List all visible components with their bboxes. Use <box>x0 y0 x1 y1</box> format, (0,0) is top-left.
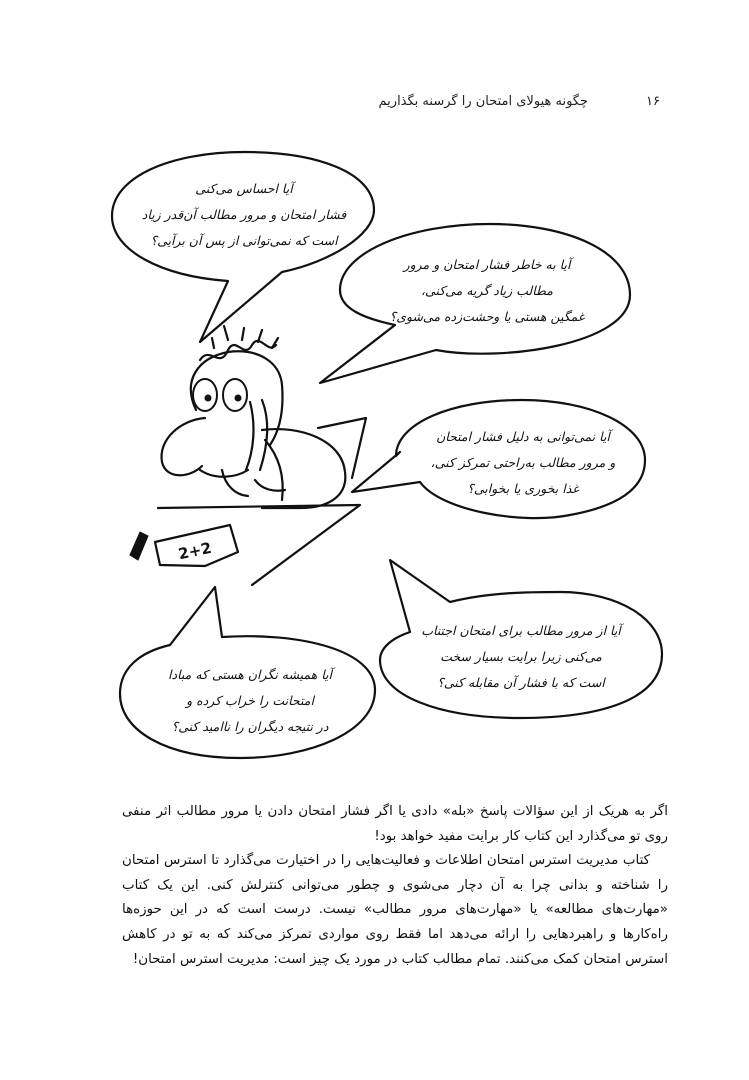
bubble-4-line-2: می‌کنی زیرا برایت بسیار سخت <box>440 649 602 664</box>
bubble-2-line-3: غمگین هستی یا وحشت‌زده می‌شوی؟ <box>389 309 585 324</box>
bubble-text-5 <box>136 662 364 740</box>
bubble-5-line-1: آیا همیشه نگران هستی که مبادا <box>168 667 332 682</box>
paragraph-2: کتاب مدیریت استرس امتحان اطلاعات و فعالیت‌هایی را در اختیارت می‌گذارد تا استرس امتحان را شناخته و بدانی چرا به آن دچار می‌شوی و چطور می‌توانی کنترلش کنی. این یک کتاب «مهارت‌های مطالعه» یا «مهارت‌های مرور مطالب» نیست. درست است که در این حوزه‌ها راه‌کارها و راهبردهایی را ارائه می‌دهد اما فقط روی مواردی تمرکز می‌کند که به تو در کاهش استرس امتحان کمک می‌کنند. تمام مطالب کتاب در مورد یک چیز است: مدیریت استرس امتحان! <box>122 853 668 967</box>
bubble-text-3 <box>412 424 634 502</box>
body-text <box>122 800 668 972</box>
bubble-5-line-3: در نتیجه دیگران را ناامید کنی؟ <box>171 719 329 734</box>
bubble-3-line-1: آیا نمی‌توانی به دلیل فشار امتحان <box>436 429 610 444</box>
bubble-1-line-1: آیا احساس می‌کنی <box>195 181 293 196</box>
bubble-text-4 <box>394 618 648 696</box>
bubble-3-line-2: و مرور مطالب به‌راحتی تمرکز کنی، <box>430 455 616 470</box>
bubble-1-line-2: فشار امتحان و مرور مطالب آن‌قدر زیاد <box>141 207 347 222</box>
bubble-2-line-2: مطالب زیاد گریه می‌کنی، <box>421 283 553 298</box>
bubble-text-1 <box>128 176 360 254</box>
page-number: ۱۶ <box>646 94 660 109</box>
paragraph-1: اگر به هریک از این سؤالات پاسخ «بله» دادی یا اگر فشار امتحان دادن یا مرور مطالب اثر منفی روی تو می‌گذارد این کتاب کار برایت مفید خواهد بود! <box>122 804 668 844</box>
calculator-label: 2+2 <box>176 538 214 564</box>
bubble-text-2 <box>368 252 606 330</box>
bubble-3-line-3: غذا بخوری یا بخوابی؟ <box>467 481 579 496</box>
pencil <box>130 532 148 560</box>
bubble-1-line-3: است که نمی‌توانی از پس آن برآیی؟ <box>150 233 338 248</box>
running-title: چگونه هیولای امتحان را گرسنه بگذاریم <box>378 94 588 109</box>
bubble-4-line-1: آیا از مرور مطالب برای امتحان اجتناب <box>421 623 621 638</box>
bubble-2-line-1: آیا به خاطر فشار امتحان و مرور <box>403 257 571 272</box>
bubble-4-line-3: است که با فشار آن مقابله کنی؟ <box>437 675 605 690</box>
bubble-5-line-2: امتحانت را خراب کرده و <box>186 693 314 708</box>
